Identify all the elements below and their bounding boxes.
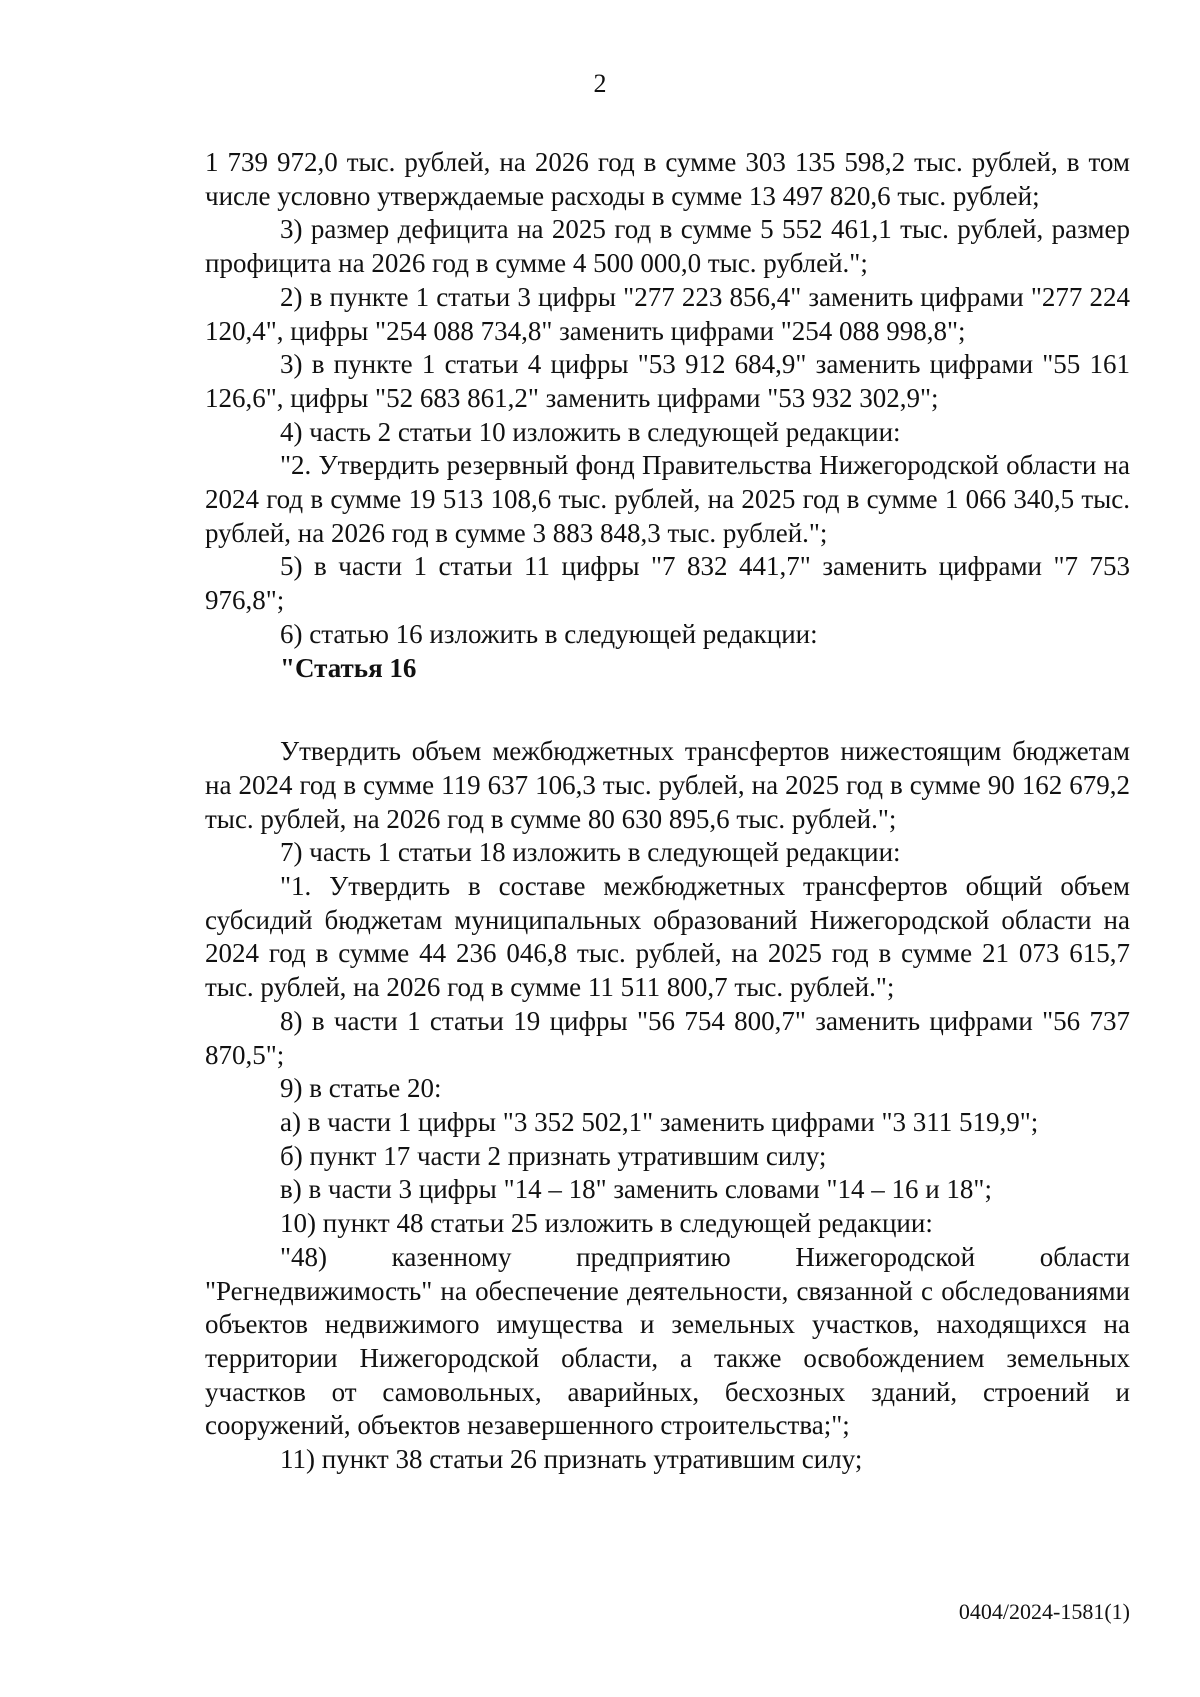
document-code: 0404/2024-1581(1) — [958, 1599, 1130, 1624]
paragraph: 10) пункт 48 статьи 25 изложить в следующей редакции: — [280, 1208, 933, 1239]
paragraph: 7) часть 1 статьи 18 изложить в следующей редакции: — [280, 837, 901, 868]
paragraph: б) пункт 17 части 2 признать утратившим силу; — [280, 1140, 827, 1171]
paragraph: 8) в части 1 статьи 19 цифры "56 754 800,7" заменить цифрами "56 737 870,5"; — [205, 1005, 1130, 1070]
paragraph: в) в части 3 цифры "14 – 18" заменить словами "14 – 16 и 18"; — [280, 1174, 992, 1205]
paragraph: 3) в пункте 1 статьи 4 цифры "53 912 684,9" заменить цифрами "55 161 126,6", цифры "52 683 861,2" заменить цифрами "53 932 302,9"; — [205, 349, 1130, 413]
paragraph: 5) в части 1 статьи 11 цифры "7 832 441,7" заменить цифрами "7 753 976,8"; — [205, 551, 1130, 616]
paragraph: 4) часть 2 статьи 10 изложить в следующей редакции: — [280, 416, 901, 447]
paragraph: "48) казенному предприятию Нижегородской области "Регнедвижимость" на обеспечение деятельности, связанной с обследованиями объектов недвижимого имущества и земельных участков, находящихся на территории Нижегородской области, а также освобождением земельных участков от самовольных, аварийных, бесхозных зданий, строений и сооружений, объектов незавершенного строительства;"; — [205, 1241, 1130, 1441]
paragraph: 2) в пункте 1 статьи 3 цифры "277 223 856,4" заменить цифрами "277 224 120,4", цифры "254 088 734,8" заменить цифрами "254 088 998,8"; — [205, 281, 1130, 346]
paragraph: 6) статью 16 изложить в следующей редакции: — [280, 618, 818, 649]
paragraph: а) в части 1 цифры "3 352 502,1" заменить цифрами "3 311 519,9"; — [280, 1106, 1039, 1137]
paragraph: Утвердить объем межбюджетных трансфертов нижестоящим бюджетам на 2024 год в сумме 119 637 106,3 тыс. рублей, на 2025 год в сумме 90 162 679,2 тыс. рублей, на 2026 год в сумме 80 630 895,6 тыс. рублей."; — [205, 736, 1130, 834]
paragraph: "2. Утвердить резервный фонд Правительства Нижегородской области на 2024 год в сумме 19 513 108,6 тыс. рублей, на 2025 год в сумме 1 066 340,5 тыс. рублей, на 2026 год в сумме 3 883 848,3 тыс. рублей."; — [205, 450, 1130, 548]
paragraph: 1 739 972,0 тыс. рублей, на 2026 год в сумме 303 135 598,2 тыс. рублей, в том числе условно утверждаемые расходы в сумме 13 497 820,6 тыс. рублей; — [205, 147, 1130, 211]
document-body — [205, 146, 1130, 1477]
spacer — [205, 685, 1130, 735]
article-heading: "Статья 16 — [280, 652, 417, 683]
paragraph: 9) в статье 20: — [280, 1073, 442, 1104]
page-number: 2 — [593, 69, 607, 98]
paragraph: "1. Утвердить в составе межбюджетных трансфертов общий объем субсидий бюджетам муниципальных образований Нижегородской области на 2024 год в сумме 44 236 046,8 тыс. рублей, на 2025 год в сумме 21 073 615,7 тыс. рублей, на 2026 год в сумме 11 511 800,7 тыс. рублей."; — [205, 871, 1130, 1003]
paragraph: 11) пункт 38 статьи 26 признать утратившим силу; — [280, 1444, 863, 1475]
paragraph: 3) размер дефицита на 2025 год в сумме 5 552 461,1 тыс. рублей, размер профицита на 2026 год в сумме 4 500 000,0 тыс. рублей."; — [205, 214, 1130, 279]
